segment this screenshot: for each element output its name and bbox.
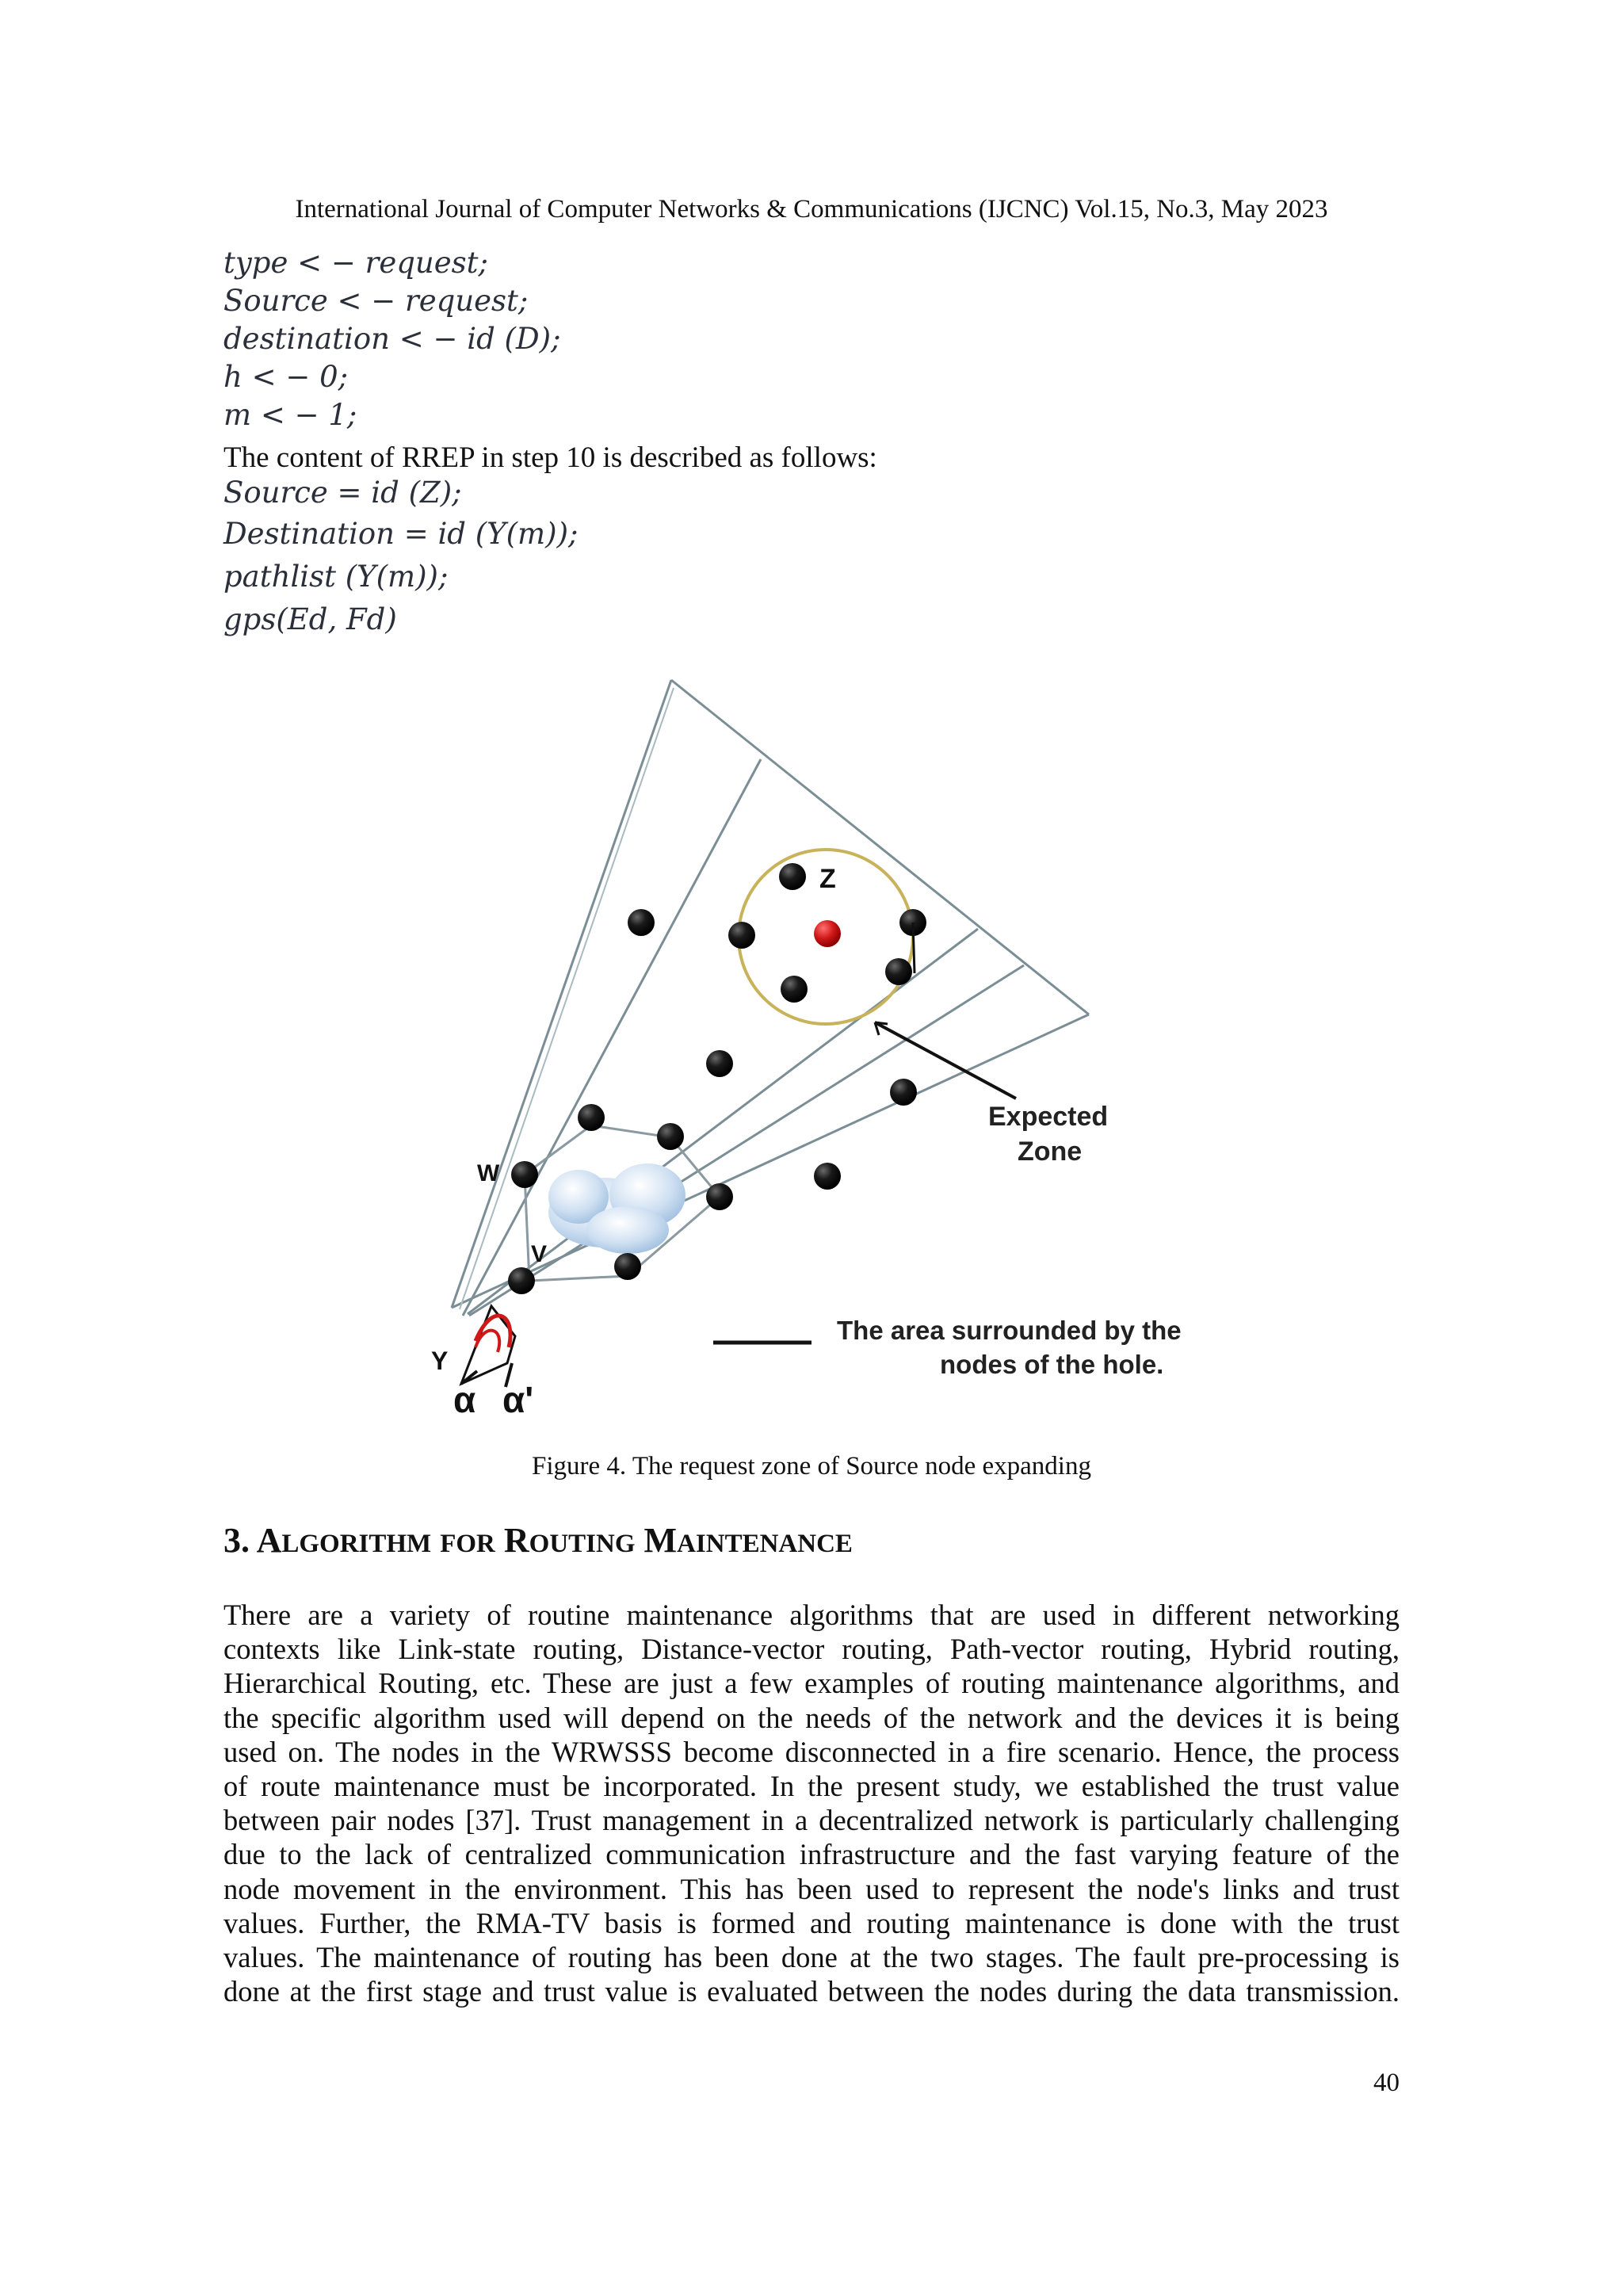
paragraph-line: Hierarchical Routing, etc. These are just a few examples of routing maintenance algorithms, and xyxy=(223,1667,1400,1700)
node xyxy=(628,909,655,936)
node xyxy=(578,1104,605,1131)
node xyxy=(779,863,806,890)
body-paragraph xyxy=(223,1598,1400,2008)
cloud-icon xyxy=(548,1163,685,1254)
code-line-h: h < − 0; xyxy=(223,360,349,394)
legend-text-1: The area surrounded by the xyxy=(837,1316,1182,1345)
paragraph-line: the specific algorithm used will depend on the needs of the network and the devices it is being xyxy=(223,1701,1400,1734)
node xyxy=(657,1123,684,1150)
label-alpha-prime: α' xyxy=(502,1379,534,1420)
rrep-line-pathlist: pathlist (Y(m)); xyxy=(223,560,449,594)
code-line-destination: destination < − id (D); xyxy=(223,322,561,356)
paragraph-line: done at the first stage and trust value is evaluated between the nodes during the data transmission. xyxy=(223,1975,1400,2008)
figure-request-zone xyxy=(223,666,1396,1442)
label-v: V xyxy=(531,1241,548,1267)
rrep-line-source: Source = id (Z); xyxy=(223,476,462,510)
rrep-intro-text: The content of RREP in step 10 is described as follows: xyxy=(223,441,877,474)
paragraph-line: of route maintenance must be incorporated. In the present study, we established the trust value xyxy=(223,1770,1400,1803)
section-title: ALGORITHM FOR ROUTING MAINTENANCE xyxy=(256,1521,853,1560)
node xyxy=(706,1050,733,1077)
journal-header: International Journal of Computer Networks & Communications (IJCNC) Vol.15, No.3, May 2023 xyxy=(295,195,1328,223)
paragraph-line: used on. The nodes in the WRWSSS become disconnected in a fire scenario. Hence, the process xyxy=(223,1735,1400,1768)
node xyxy=(781,976,808,1003)
code-line-source: Source < − request; xyxy=(223,284,529,318)
paragraph-line: contexts like Link-state routing, Distance-vector routing, Path-vector routing, Hybrid routing, xyxy=(223,1633,1400,1666)
code-line-type: type < − request; xyxy=(223,246,488,280)
paragraph-line: between pair nodes [37]. Trust management in a decentralized network is particularly challenging xyxy=(223,1804,1400,1837)
node xyxy=(814,1163,841,1190)
figure-caption: Figure 4. The request zone of Source node expanding xyxy=(532,1452,1091,1480)
node xyxy=(728,922,755,949)
paragraph-line: values. The maintenance of routing has been done at the two stages. The fault pre-processing is xyxy=(223,1941,1400,1974)
node xyxy=(614,1253,641,1280)
node xyxy=(890,1079,917,1106)
node xyxy=(511,1161,538,1188)
node xyxy=(508,1267,535,1294)
node xyxy=(706,1183,733,1210)
label-alpha: α xyxy=(453,1379,476,1420)
expected-zone-label-1: Expected xyxy=(988,1102,1109,1132)
section-number: 3. xyxy=(223,1521,250,1560)
rrep-line-gps: gps(Ed, Fd) xyxy=(223,602,397,636)
paragraph-line: There are a variety of routine maintenance algorithms that are used in different networking xyxy=(223,1599,1400,1631)
label-y: Y xyxy=(431,1347,449,1375)
section-heading xyxy=(223,1520,853,1561)
destination-node xyxy=(814,920,841,947)
source-angle xyxy=(461,1306,515,1387)
label-w: W xyxy=(477,1160,500,1186)
label-z: Z xyxy=(819,864,836,894)
rrep-line-destination: Destination = id (Y(m)); xyxy=(223,517,579,551)
node xyxy=(885,958,912,985)
page-number: 40 xyxy=(1373,2069,1400,2097)
paragraph-line: due to the lack of centralized communication infrastructure and the fast varying feature of the xyxy=(223,1838,1400,1871)
paragraph-line: values. Further, the RMA-TV basis is formed and routing maintenance is done with the trust xyxy=(223,1906,1400,1939)
legend-text-2: nodes of the hole. xyxy=(940,1350,1164,1379)
code-line-m: m < − 1; xyxy=(223,398,357,432)
expected-zone-label-2: Zone xyxy=(1018,1137,1083,1167)
request-zone-outline xyxy=(279,667,1089,1316)
request-zone-diagram xyxy=(223,666,1396,1442)
paragraph-line: node movement in the environment. This has been used to represent the node's links and trust xyxy=(223,1872,1400,1905)
